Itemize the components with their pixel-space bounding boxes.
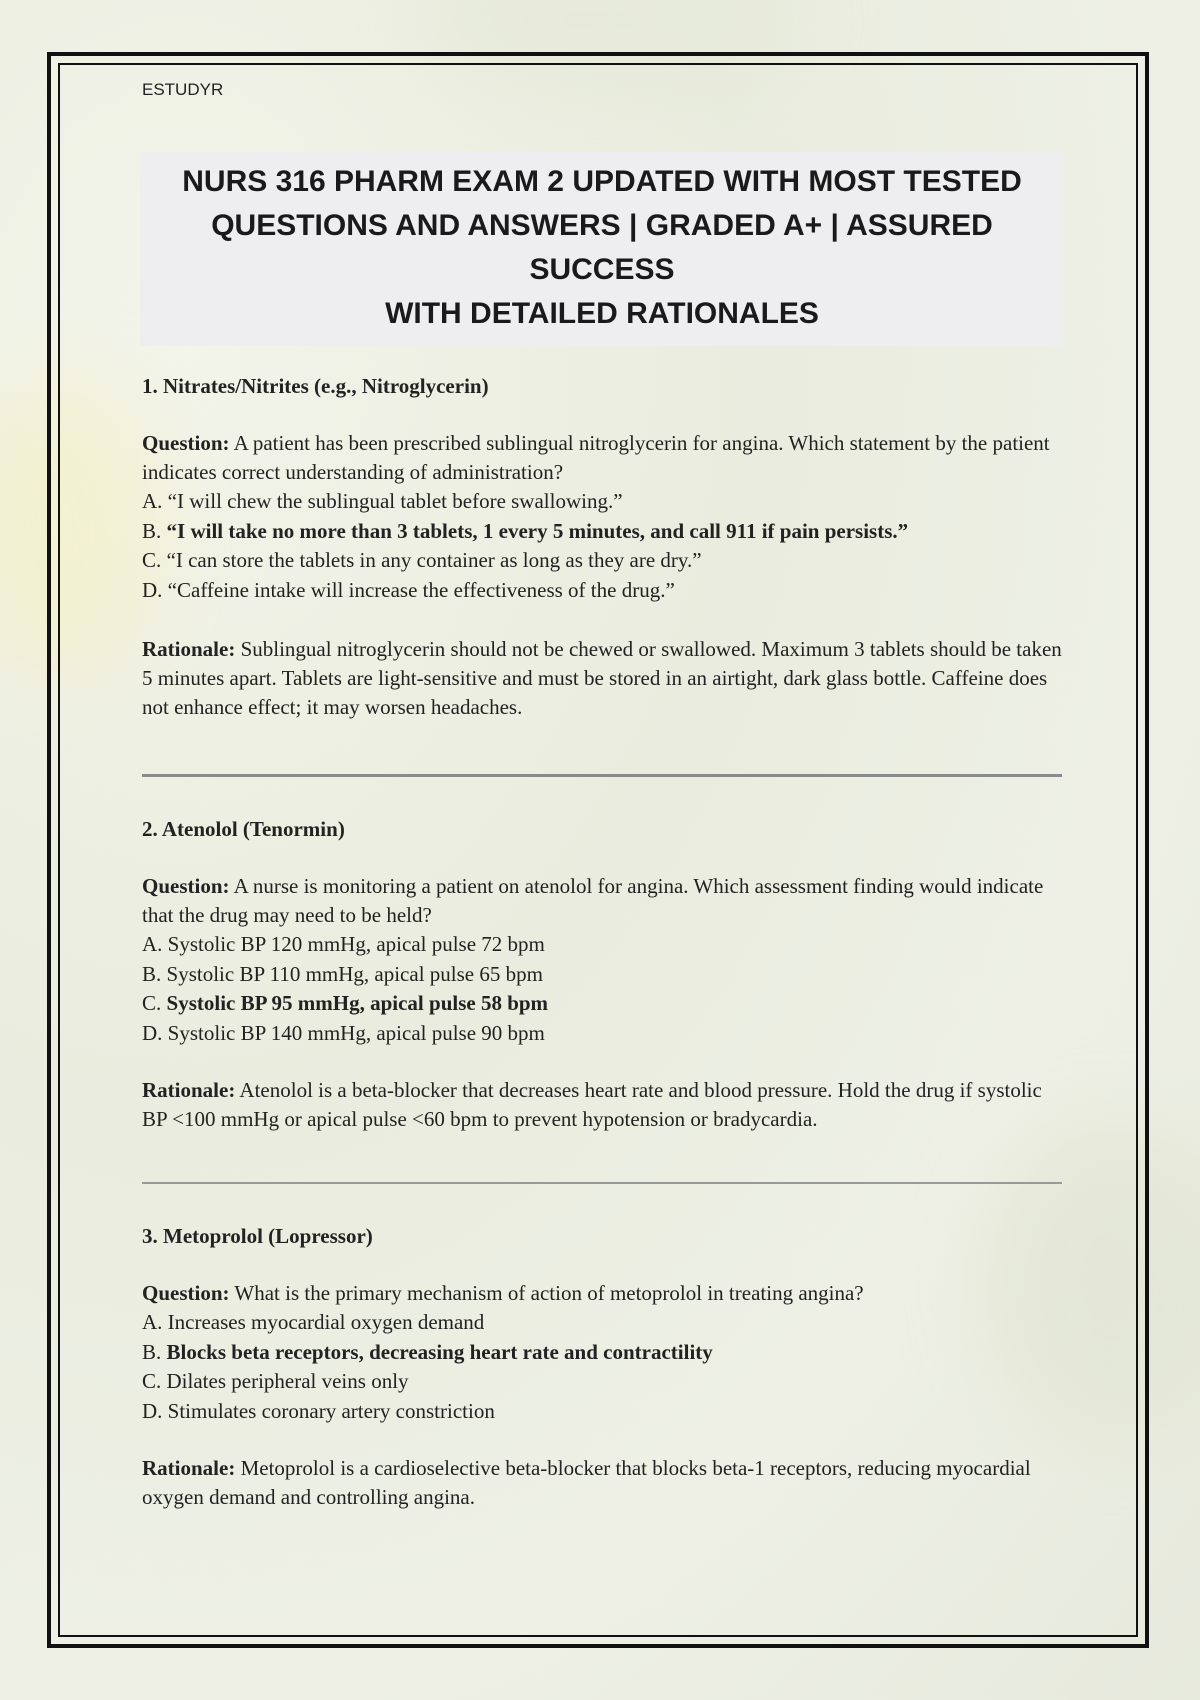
brand-label: ESTUDYR: [142, 80, 224, 99]
rationale-body: Atenolol is a beta-blocker that decreases heart rate and blood pressure. Hold the drug if systolic BP <100 mmHg or apical pulse <60 bpm to prevent hypotension or bradycardia.: [142, 1078, 1042, 1131]
question-label: Question:: [142, 874, 230, 898]
document-content: [142, 80, 1062, 1512]
question-body: What is the primary mechanism of action of metoprolol in treating angina?: [234, 1281, 864, 1305]
rationale-label: Rationale:: [142, 637, 236, 661]
answer-option: C. Dilates peripheral veins only: [142, 1369, 409, 1393]
question-body: A patient has been prescribed sublingual nitroglycerin for angina. Which statement by the patient indicates correct understanding of administration?: [142, 431, 1050, 484]
rationale-text: [142, 1076, 1062, 1134]
section-divider: [142, 1182, 1062, 1184]
document-title: [140, 160, 1064, 336]
question-text: [142, 1279, 1062, 1308]
section-3: [142, 1224, 1062, 1512]
answer-option: B. Systolic BP 110 mmHg, apical pulse 65 bpm: [142, 961, 543, 986]
answer-option: D. Stimulates coronary artery constriction: [142, 1398, 495, 1423]
answer-option: C. “I can store the tablets in any container as long as they are dry.”: [142, 548, 702, 572]
question-label: Question:: [142, 431, 230, 455]
title-line: QUESTIONS AND ANSWERS | GRADED A+ | ASSURED SUCCESS: [211, 209, 993, 286]
correct-answer-option: B. Blocks beta receptors, decreasing heart rate and contractility: [142, 1339, 713, 1364]
correct-answer-option: C. Systolic BP 95 mmHg, apical pulse 58 bpm: [142, 991, 549, 1015]
answer-option: D. “Caffeine intake will increase the effectiveness of the drug.”: [142, 577, 675, 602]
rationale-text: [142, 1454, 1062, 1512]
section-divider: [142, 774, 1062, 777]
question-body: A nurse is monitoring a patient on atenolol for angina. Which assessment finding would indicate that the drug may need to be held?: [142, 874, 1044, 927]
rationale-body: Sublingual nitroglycerin should not be chewed or swallowed. Maximum 3 tablets should be taken 5 minutes apart. Tablets are light-sensitive and must be stored in an airtight, dark glass bottle. Caffeine does not enhance effect; it may worsen headaches.: [142, 637, 1062, 719]
rationale-text: [142, 635, 1062, 722]
answer-option: A. “I will chew the sublingual tablet before swallowing.”: [142, 489, 623, 513]
answer-option: A. Increases myocardial oxygen demand: [142, 1310, 485, 1334]
title-line: NURS 316 PHARM EXAM 2 UPDATED WITH MOST TESTED: [182, 165, 1022, 198]
title-banner: [140, 152, 1064, 346]
rationale-label: Rationale:: [142, 1456, 236, 1480]
answer-option: A. Systolic BP 120 mmHg, apical pulse 72 bpm: [142, 932, 545, 956]
rationale-label: Rationale:: [142, 1078, 236, 1102]
question-label: Question:: [142, 1281, 230, 1305]
rationale-body: Metoprolol is a cardioselective beta-blocker that blocks beta-1 receptors, reducing myocardial oxygen demand and controlling angina.: [142, 1456, 1031, 1509]
correct-answer-option: B. “I will take no more than 3 tablets, 1 every 5 minutes, and call 911 if pain persists.”: [142, 518, 909, 543]
question-text: [142, 872, 1062, 930]
section-1: [142, 374, 1062, 722]
section-2: [142, 817, 1062, 1134]
section-heading: 3. Metoprolol (Lopressor): [142, 1224, 373, 1248]
title-line: WITH DETAILED RATIONALES: [385, 297, 819, 330]
question-text: [142, 429, 1062, 487]
section-heading: 2. Atenolol (Tenormin): [142, 817, 345, 841]
section-heading: 1. Nitrates/Nitrites (e.g., Nitroglycerin): [142, 374, 489, 398]
answer-option: D. Systolic BP 140 mmHg, apical pulse 90 bpm: [142, 1020, 545, 1045]
